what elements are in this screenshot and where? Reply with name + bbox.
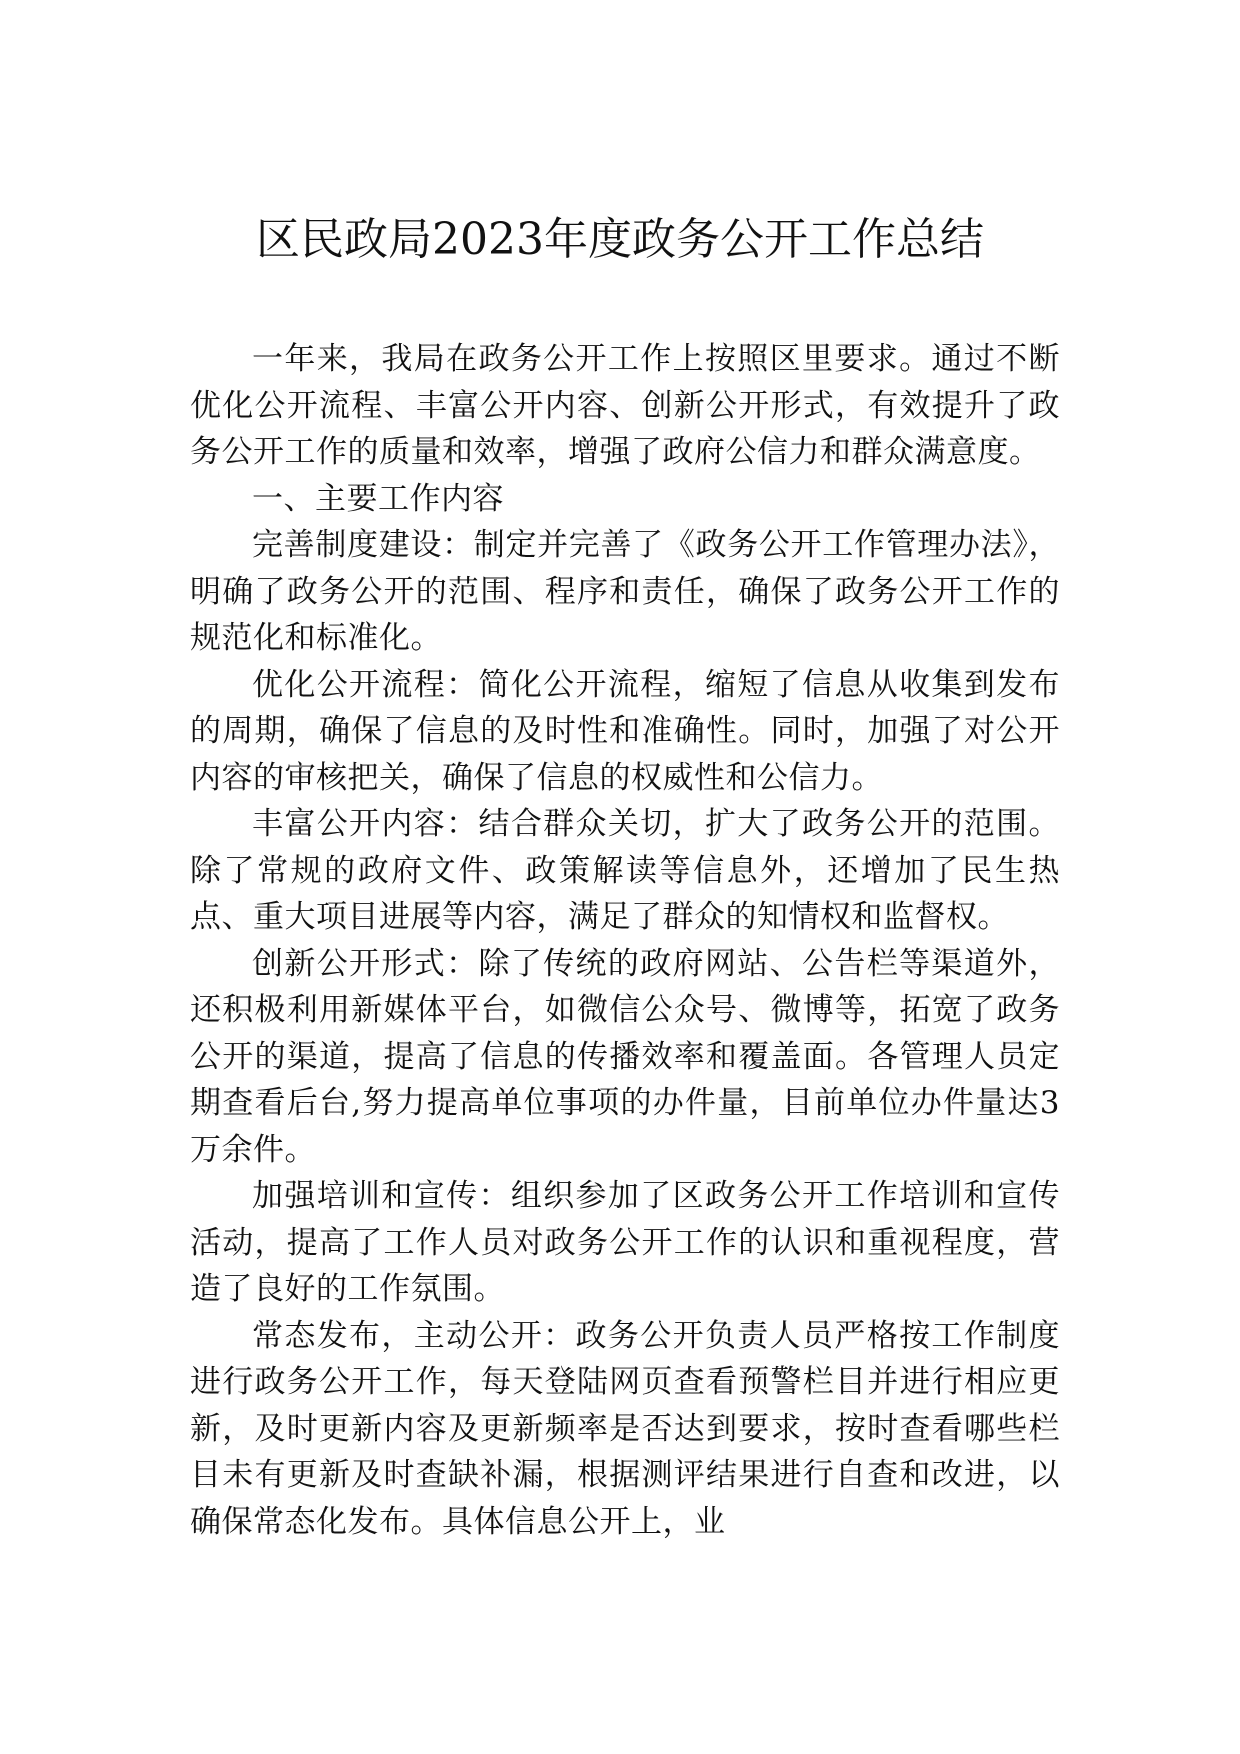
paragraph-training-publicity: 加强培训和宣传：组织参加了区政务公开工作培训和宣传活动，提高了工作人员对政务公开工作的认识和重视程度，营造了良好的工作氛围。 (190, 1178, 1060, 1307)
document-title: 区民政局2023年度政务公开工作总结 (256, 214, 984, 265)
paragraph-enrich-content: 丰富公开内容：结合群众关切，扩大了政务公开的范围。除了常规的政府文件、政策解读等信息外，还增加了民生热点、重大项目进展等内容，满足了群众的知情权和监督权。 (190, 806, 1060, 935)
paragraph-intro: 一年来，我局在政务公开工作上按照区里要求。通过不断优化公开流程、丰富公开内容、创新公开形式，有效提升了政务公开工作的质量和效率，增强了政府公信力和群众满意度。 (190, 341, 1060, 470)
document-body (190, 336, 1060, 1545)
paragraph-regular-release: 常态发布，主动公开：政务公开负责人员严格按工作制度进行政务公开工作，每天登陆网页查看预警栏目并进行相应更新，及时更新内容及更新频率是否达到要求，按时查看哪些栏目未有更新及时查缺补漏，根据测评结果进行自查和改进，以确保常态化发布。具体信息公开上，业 (190, 1317, 1060, 1540)
paragraph-system-building: 完善制度建设：制定并完善了《政务公开工作管理办法》，明确了政务公开的范围、程序和责任，确保了政务公开工作的规范化和标准化。 (190, 527, 1060, 656)
paragraph-optimize-process: 优化公开流程：简化公开流程，缩短了信息从收集到发布的周期，确保了信息的及时性和准确性。同时，加强了对公开内容的审核把关，确保了信息的权威性和公信力。 (190, 666, 1060, 796)
paragraph-innovate-form: 创新公开形式：除了传统的政府网站、公告栏等渠道外，还积极利用新媒体平台，如微信公众号、微博等，拓宽了政务公开的渠道，提高了信息的传播效率和覆盖面。各管理人员定期查看后台,努力提高单位事项的办件量，目前单位办件量达3万余件。 (190, 945, 1060, 1168)
section-heading-main-work: 一、主要工作内容 (252, 480, 504, 517)
